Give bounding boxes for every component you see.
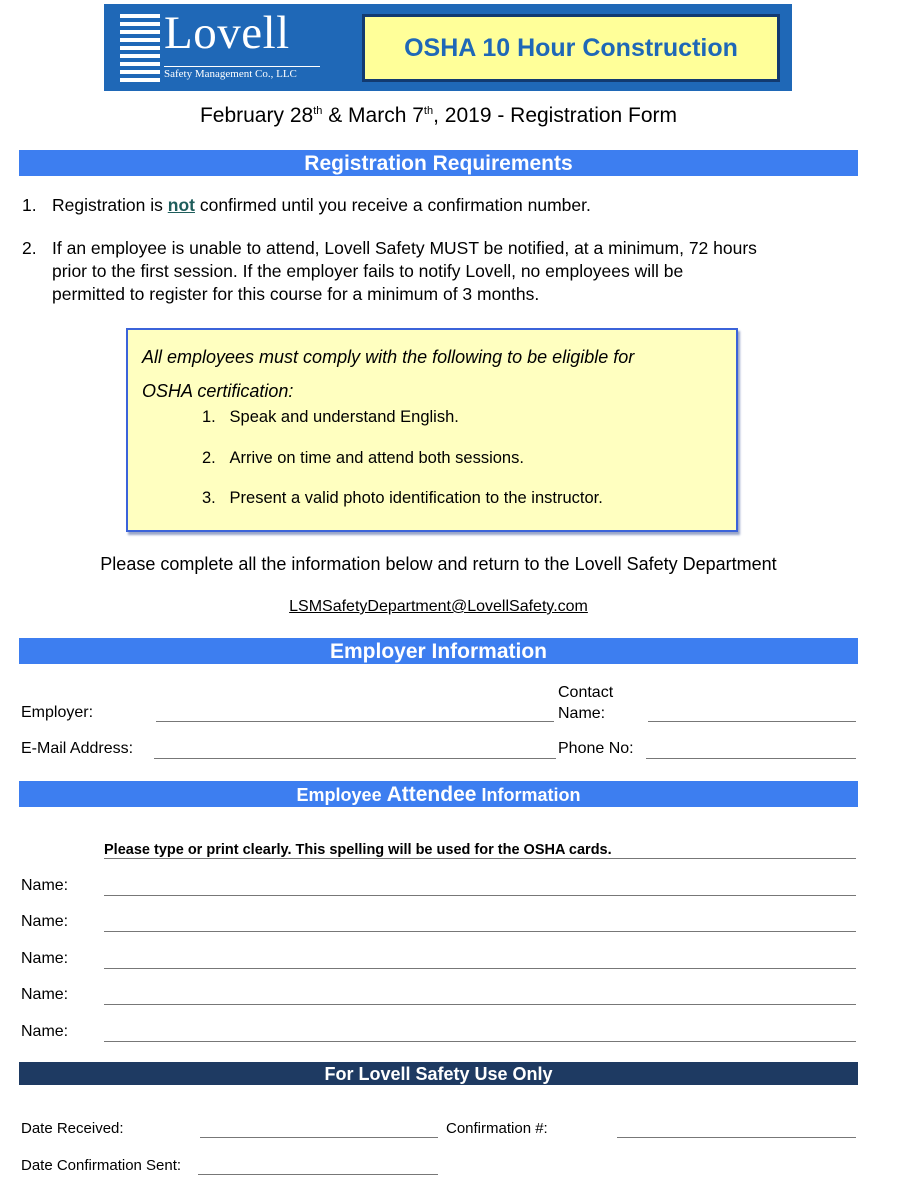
- eligibility-item-3: 3. Present a valid photo identification to the instructor.: [202, 489, 603, 507]
- course-title: OSHA 10 Hour Construction: [404, 33, 738, 62]
- date-received-label: Date Received:: [21, 1120, 124, 1137]
- requirement-item-1: 1. Registration is not confirmed until you receive a confirmation number.: [22, 195, 591, 215]
- department-email-link[interactable]: LSMSafetyDepartment@LovellSafety.com: [289, 598, 588, 615]
- attendee-name-label-2: Name:: [21, 913, 69, 930]
- attendee-name-field-2[interactable]: [104, 931, 856, 932]
- attendee-name-label-5: Name:: [21, 1023, 69, 1040]
- date-confirmation-sent-field[interactable]: [198, 1174, 438, 1175]
- employer-label: Employer:: [21, 704, 94, 721]
- date-received-field[interactable]: [200, 1137, 438, 1138]
- date-confirmation-sent-label: Date Confirmation Sent:: [21, 1157, 182, 1174]
- email-label: E-Mail Address:: [21, 740, 134, 757]
- section-header-attendees: Employee Attendee Information: [19, 781, 858, 807]
- phone-label: Phone No:: [558, 740, 634, 757]
- company-logo-tagline: Safety Management Co., LLC: [164, 66, 320, 80]
- confirmation-number-field[interactable]: [617, 1137, 856, 1138]
- attendee-name-field-5[interactable]: [104, 1041, 856, 1042]
- logo-stripes-icon: [120, 14, 160, 82]
- employer-field[interactable]: [156, 721, 554, 722]
- contact-name-label: Contact Name:: [558, 684, 614, 722]
- attendee-name-label-3: Name:: [21, 950, 69, 967]
- phone-field[interactable]: [646, 758, 856, 759]
- attendee-name-label-1: Name:: [21, 877, 69, 894]
- instructions-text: Please complete all the information below and return to the Lovell Safety Department: [100, 554, 777, 574]
- requirement-item-2: 2. If an employee is unable to attend, Lovell Safety MUST be notified, at a minimum, 72 hours prior to the first session. If the employer fails to notify Lovell, no employees will be permitted to register for this course for a minimum of 3 months.: [22, 238, 757, 304]
- company-logo-name: Lovell: [164, 7, 290, 59]
- section-header-office-use: For Lovell Safety Use Only: [19, 1062, 858, 1085]
- attendee-name-field-3[interactable]: [104, 968, 856, 969]
- confirmation-number-label: Confirmation #:: [446, 1120, 548, 1137]
- section-header-employer: Employer Information: [19, 638, 858, 664]
- attendee-name-label-4: Name:: [21, 986, 69, 1003]
- attendee-name-field-4[interactable]: [104, 1004, 856, 1005]
- attendee-note-rule: [104, 858, 856, 859]
- section-header-requirements: Registration Requirements: [19, 150, 858, 176]
- emphasis-not: not: [167, 195, 195, 215]
- attendee-note: Please type or print clearly. This spelling will be used for the OSHA cards.: [104, 842, 612, 858]
- eligibility-item-1: 1. Speak and understand English.: [202, 408, 459, 426]
- attendee-name-field-1[interactable]: [104, 895, 856, 896]
- course-title-box: [362, 14, 780, 82]
- contact-name-field[interactable]: [648, 721, 856, 722]
- email-field[interactable]: [154, 758, 556, 759]
- page-subtitle: February 28th & March 7th, 2019 - Registration Form: [199, 104, 678, 127]
- eligibility-item-2: 2. Arrive on time and attend both sessions.: [202, 449, 524, 467]
- eligibility-intro: All employees must comply with the following to be eligible for OSHA certification:: [142, 347, 635, 401]
